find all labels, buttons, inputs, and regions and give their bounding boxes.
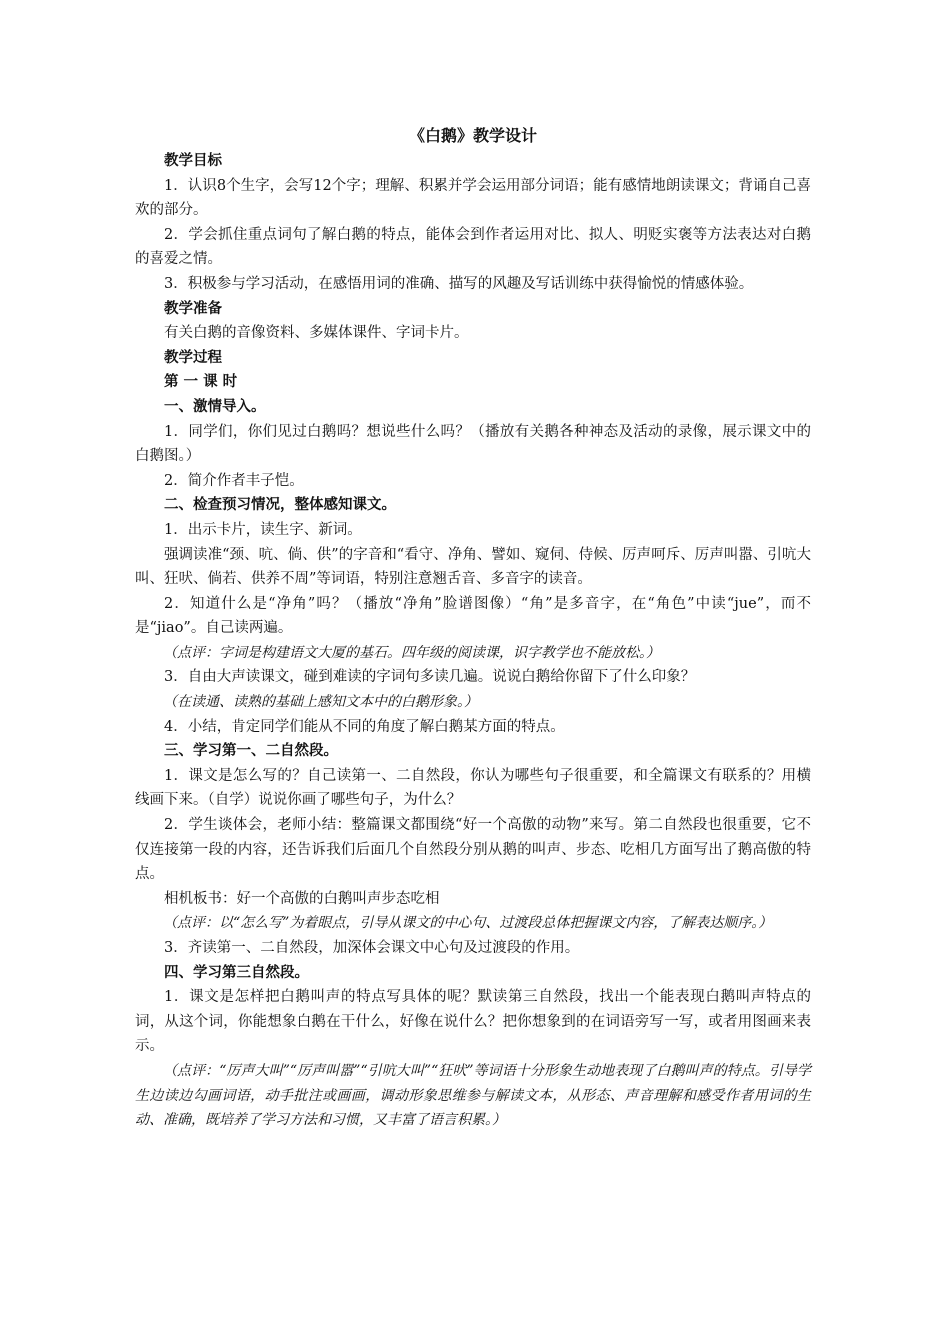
document-body [135, 123, 811, 1133]
paragraph-step2-4: 3．自由大声读课文，碰到难读的字词句多读几遍。说说白鹅给你留下了什么印象？ [164, 669, 696, 686]
section-heading-prep: 教学准备 [164, 299, 222, 317]
paragraph-step2-3: 2．知道什么是“净角”吗？（播放“净角”脸谱图像）“角”是多音字，在“角色”中读“jue”，而不是“jiao”。自己读两遍。 [135, 595, 811, 637]
lesson-heading: 第 一 课 时 [164, 373, 238, 391]
step-heading-2: 二、检查预习情况，整体感知课文。 [164, 496, 396, 514]
paragraph-step4-1: 1．课文是怎样把白鹅叫声的特点写具体的呢？默读第三自然段，找出一个能表现白鹅叫声特点的词，从这个词，你能想象白鹅在干什么，好像在说什么？把你想象到的在词语旁写一写，或者用图画来表示。 [135, 989, 811, 1055]
paragraph-step3-2: 2．学生谈体会，老师小结：整篇课文都围绕“好一个高傲的动物”来写。第二自然段也很重要，它不仅连接第一段的内容，还告诉我们后面几个自然段分别从鹅的叫声、步态、吃相几方面写出了鹅高傲的特点。 [135, 817, 811, 883]
paragraph-prep: 有关白鹅的音像资料、多媒体课件、字词卡片。 [164, 325, 469, 342]
paragraph-step2-2: 强调读准“颈、吭、倘、供”的字音和“看守、净角、譬如、窥伺、侍候、厉声呵斥、厉声叫嚣、引吭大叫、狂吠、倘若、供养不周”等词语，特别注意翘舌音、多音字的读音。 [135, 546, 811, 588]
section-heading-goals: 教学目标 [164, 152, 222, 169]
step-heading-4: 四、学习第三自然段。 [164, 963, 309, 981]
comment-step4-1: （点评：“厉声大叫”“厉声叫嚣”“引吭大叫”“狂吠”等词语十分形象生动地表现了白鹅叫声的特点。引导学生边读边勾画词语，动手批注或画画，调动形象思维参与解读文本，从形态、声音理解和感受作者用词的生动、准确，既培养了学习方法和习惯，又丰富了语言积累。） [135, 1062, 811, 1129]
comment-step3-1: （点评：以“怎么写”为着眼点，引导从课文的中心句、过渡段总体把握课文内容，了解表达顺序。） [163, 915, 773, 932]
paragraph-goal-1: 1．认识8个生字，会写12个字；理解、积累并学会运用部分词语；能有感情地朗读课文；背诵自己喜欢的部分。 [135, 177, 811, 219]
paragraph-step2-1: 1．出示卡片，读生字、新词。 [164, 521, 362, 538]
comment-step2-2: （在读通、读熟的基础上感知文本中的白鹅形象。） [163, 694, 478, 711]
paragraph-step3-4: 3．齐读第一、二自然段，加深体会课文中心句及过渡段的作用。 [164, 940, 580, 956]
comment-step2-1: （点评：字词是构建语文大厦的基石。四年级的阅读课，识字教学也不能放松。） [163, 644, 660, 661]
paragraph-step1-2: 2．简介作者丰子恺。 [164, 472, 304, 489]
paragraph-step3-1: 1．课文是怎么写的？自己读第一、二自然段，你认为哪些句子很重要，和全篇课文有联系的？用横线画下来。（自学）说说你画了哪些句子，为什么？ [135, 767, 811, 809]
step-heading-1: 一、激情导入。 [164, 397, 266, 415]
document-title: 《白鹅》教学设计 [408, 126, 537, 145]
paragraph-step1-1: 1．同学们，你们见过白鹅吗？想说些什么吗？（播放有关鹅各种神态及活动的录像，展示课文中的白鹅图。） [135, 423, 811, 465]
section-heading-process: 教学过程 [164, 348, 222, 366]
paragraph-goal-3: 3．积极参与学习活动，在感悟用词的准确、描写的风趣及写话训练中获得愉悦的情感体验。 [164, 275, 754, 292]
paragraph-step2-5: 4．小结，肯定同学们能从不同的角度了解白鹅某方面的特点。 [164, 718, 565, 735]
paragraph-goal-2: 2．学会抓住重点词句了解白鹅的特点，能体会到作者运用对比、拟人、明贬实褒等方法表达对白鹅的喜爱之情。 [135, 226, 811, 268]
step-heading-3: 三、学习第一、二自然段。 [164, 742, 338, 760]
paragraph-step3-3: 相机板书：好一个高傲的白鹅叫声步态吃相 [164, 890, 440, 907]
